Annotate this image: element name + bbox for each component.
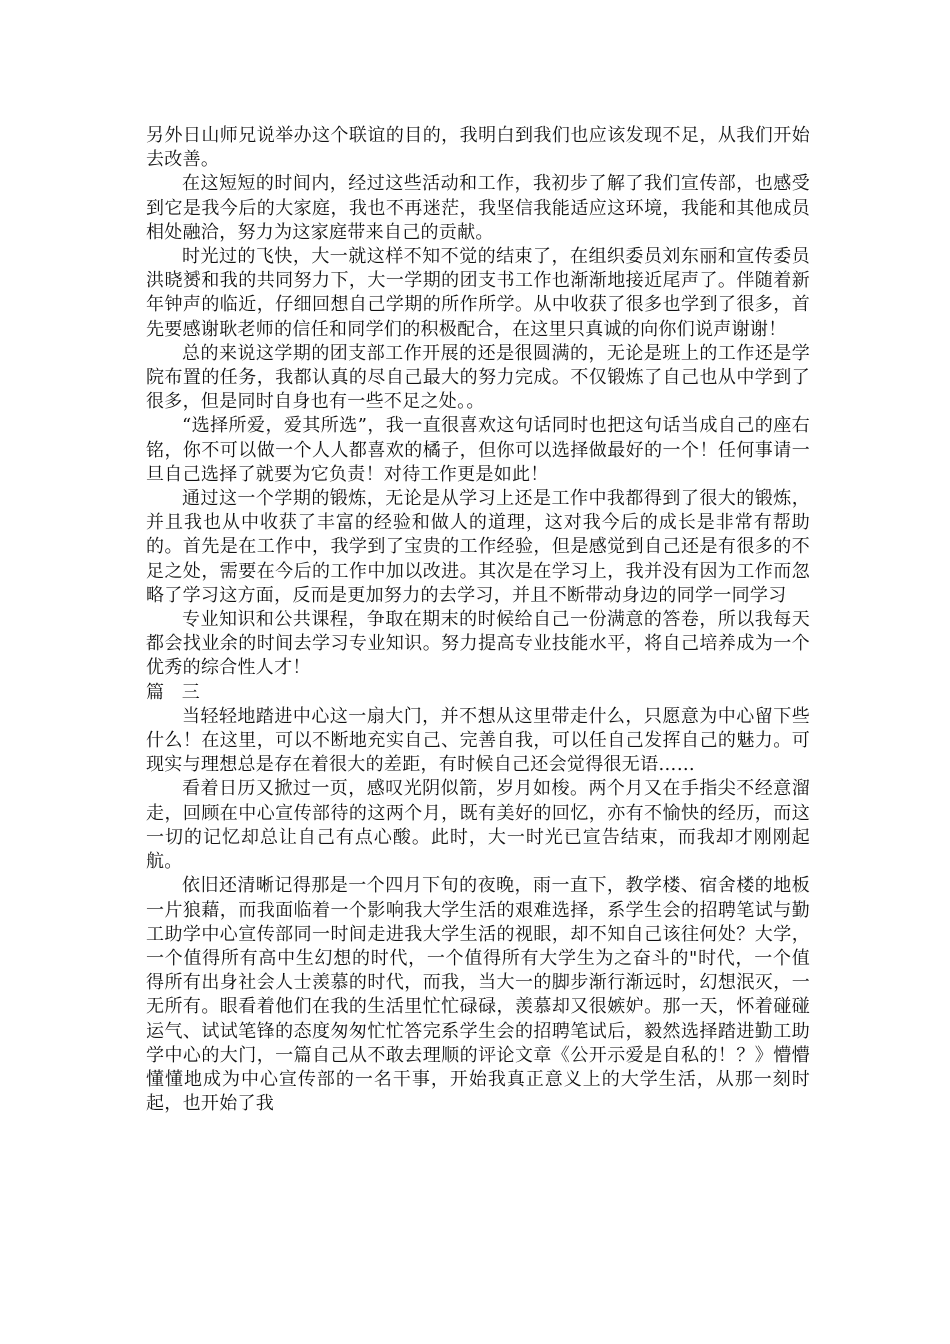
paragraph-5: “选择所爱，爱其所选”，我一直很喜欢这句话同时也把这句话当成自己的座右铭，你不可以做一个人人都喜欢的橘子，但你可以选择做最好的一个！任何事请一旦自己选择了就要为它负责！对待工作更是如此！ (146, 415, 810, 485)
paragraph-8: 当轻轻地踏进中心这一扇大门，并不想从这里带走什么，只愿意为中心留下些什么！在这里，可以不断地充实自己、完善自我，可以任自己发挥自己的魅力。可现实与理想总是存在着很大的差距，有时候自己还会觉得很无语…… (146, 705, 810, 776)
paragraph-6: 通过这一个学期的锻炼，无论是从学习上还是工作中我都得到了很大的锻炼，并且我也从中收获了丰富的经验和做人的道理，这对我今后的成长是非常有帮助的。首先是在工作中，我学到了宝贵的工作经验，但是感觉到自己还是有很多的不足之处，需要在今后的工作中加以改进。其次是在学习上，我并没有因为工作而忽略了学习这方面，反而是更加努力的去学习，并且不断带动身边的同学一同学习 (146, 488, 810, 606)
paragraph-7: 专业知识和公共课程，争取在期末的时候给自己一份满意的答卷，所以我每天都会找业余的时间去学习专业知识。努力提高专业技能水平，将自己培养成为一个优秀的综合性人才！ (146, 609, 810, 679)
paragraph-10: 依旧还清晰记得那是一个四月下旬的夜晚，雨一直下，教学楼、宿舍楼的地板一片狼藉，而我面临着一个影响我大学生活的艰难选择，系学生会的招聘笔试与勤工助学中心宣传部同一时间走进我大学生活的视眼，却不知自己该往何处？大学，一个值得所有高中生幻想的时代，一个值得所有大学生为之奋斗的"时代，一个值得所有出身社会人士羡慕的时代，而我，当大一的脚步渐行渐远时，幻想泯灭，一无所有。眼看着他们在我的生活里忙忙碌碌，羡慕却又很嫉妒。那一天，怀着碰碰运气、试试笔锋的态度匆匆忙忙答完系学生会的招聘笔试后，毅然选择踏进勤工助学中心的大门，一篇自己从不敢去理顺的评论文章《公开示爱是自私的！？》懵懵懂懂地成为中心宣传部的一名干事，开始我真正意义上的大学生活，从那一刻时起，也开始了我 (146, 875, 810, 1115)
paragraph-3: 时光过的飞快，大一就这样不知不觉的结束了，在组织委员刘东丽和宣传委员洪晓赟和我的共同努力下，大一学期的团支书工作也渐渐地接近尾声了。伴随着新年钟声的临近，仔细回想自己学期的所作所学。从中收获了很多也学到了很多，首先要感谢耿老师的信任和同学们的积极配合，在这里只真诚的向你们说声谢谢！ (146, 246, 810, 340)
document-body (146, 124, 810, 1116)
paragraph-9: 看着日历又掀过一页，感叹光阴似箭，岁月如梭。两个月又在手指尖不经意溜走，回顾在中心宣传部待的这两个月，既有美好的回忆，亦有不愉快的经历，而这一切的记忆却总让自己有点心酸。此时，大一时光已宣告结束，而我却才刚刚起航。 (146, 778, 810, 873)
paragraph-1: 另外日山师兄说举办这个联谊的目的，我明白到我们也应该发现不足，从我们开始去改善。 (146, 125, 810, 171)
paragraph-4: 总的来说这学期的团支部工作开展的还是很圆满的，无论是班上的工作还是学院布置的任务，我都认真的尽自己最大的努力完成。不仅锻炼了自己也从中学到了很多，但是同时自身也有一些不足之处。。 (146, 342, 810, 413)
paragraph-2: 在这短短的时间内，经过这些活动和工作，我初步了解了我们宣传部，也感受到它是我今后的大家庭，我也不再迷茫，我坚信我能适应这环境，我能和其他成员相处融洽，努力为这家庭带来自己的贡献。 (146, 173, 810, 243)
section-heading: 篇 三 (146, 681, 206, 703)
